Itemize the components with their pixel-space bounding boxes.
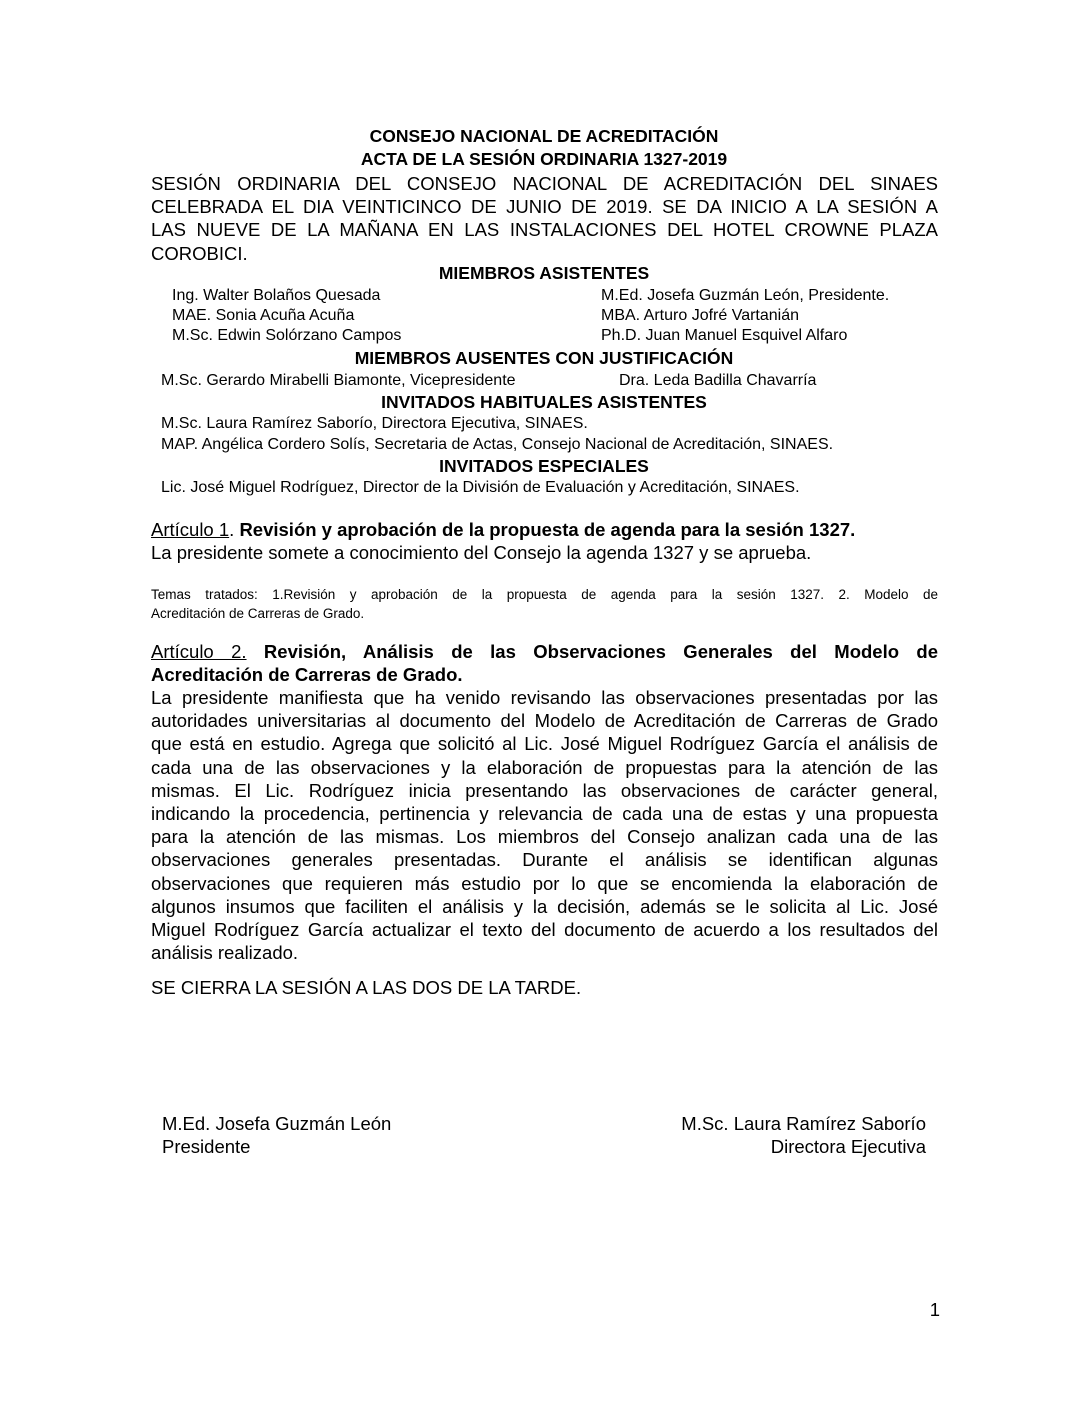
topics-paragraph xyxy=(151,585,938,623)
article-2-line: análisis realizado. xyxy=(151,942,299,964)
article-1-label: Artículo 1 xyxy=(151,519,230,540)
article-2-heading xyxy=(151,640,938,686)
document-title: CONSEJO NACIONAL DE ACREDITACIÓN xyxy=(369,126,719,146)
article-2-line: observaciones que requieren más estudio por lo que se encomienda la elaboración de xyxy=(151,872,938,894)
topics-line: Temas tratados: 1.Revisión y aprobación de la propuesta de agenda para la sesión 1327. 2. Modelo de xyxy=(151,587,938,602)
article-2-line: algunos insumos que faciliten el análisis y la decisión, además se le solicita al Lic. José xyxy=(151,895,938,917)
page-number: 1 xyxy=(929,1299,940,1320)
absent-member-name: M.Sc. Gerardo Mirabelli Biamonte, Vicepresidente xyxy=(161,372,516,389)
member-name: MBA. Arturo Jofré Vartanián xyxy=(601,307,800,324)
special-guests-heading: INVITADOS ESPECIALES xyxy=(439,456,649,476)
members-present-heading: MIEMBROS ASISTENTES xyxy=(438,263,650,283)
article-2-heading-line xyxy=(151,640,938,663)
document-subtitle: ACTA DE LA SESIÓN ORDINARIA 1327-2019 xyxy=(360,149,728,169)
article-2-line: que está en estudio. Agrega que solicitó al Lic. José Miguel Rodríguez García el análisis de xyxy=(151,733,938,755)
topics-line: Acreditación de Carreras de Grado. xyxy=(151,606,365,621)
article-2-line: observaciones generales presentadas. Durante el análisis se identifican algunas xyxy=(151,849,938,871)
member-name: M.Ed. Josefa Guzmán León, Presidente. xyxy=(601,287,890,304)
signature-left-role: Presidente xyxy=(162,1136,251,1157)
guest-name: MAP. Angélica Cordero Solís, Secretaria de Actas, Consejo Nacional de Acreditación, SINAES. xyxy=(161,436,834,453)
member-name: Ing. Walter Bolaños Quesada xyxy=(172,287,381,304)
absent-member-name: Dra. Leda Badilla Chavarría xyxy=(619,372,817,389)
article-2-line: cada una de las observaciones y la elaboración de propuestas para la atención de las xyxy=(151,756,938,778)
signature-left-name: M.Ed. Josefa Guzmán León xyxy=(162,1113,392,1134)
special-guest-name: Lic. José Miguel Rodríguez, Director de la División de Evaluación y Acreditación, SINAES. xyxy=(161,479,800,496)
signature-right-name: M.Sc. Laura Ramírez Saborío xyxy=(681,1113,926,1134)
article-2-line: La presidente manifiesta que ha venido revisando las observaciones presentadas por las xyxy=(151,687,938,708)
intro-paragraph xyxy=(151,172,938,265)
signature-right-role: Directora Ejecutiva xyxy=(770,1136,926,1157)
article-2-body xyxy=(151,686,938,964)
intro-line: COROBICI. xyxy=(151,242,248,264)
article-1-title: Revisión y aprobación de la propuesta de agenda para la sesión 1327. xyxy=(239,519,856,540)
article-2-line: Miguel Rodríguez García actualizar el texto del documento de acuerdo a los resultados del xyxy=(151,919,938,941)
regular-guests-heading: INVITADOS HABITUALES ASISTENTES xyxy=(381,392,707,412)
intro-line: LAS NUEVE DE LA MAÑANA EN LAS INSTALACIONES DEL HOTEL CROWNE PLAZA xyxy=(151,219,938,241)
article-1-separator: . xyxy=(229,519,240,540)
guest-name: M.Sc. Laura Ramírez Saborío, Directora Ejecutiva, SINAES. xyxy=(161,415,588,432)
members-absent-heading: MIEMBROS AUSENTES CON JUSTIFICACIÓN xyxy=(354,348,734,368)
intro-line: CELEBRADA EL DIA VEINTICINCO DE JUNIO DE 2019. SE DA INICIO A LA SESIÓN A xyxy=(151,196,938,218)
article-1-heading xyxy=(151,519,855,541)
article-2-title: Revisión, Análisis de las Observaciones Generales del Modelo de xyxy=(263,641,938,662)
member-name: MAE. Sonia Acuña Acuña xyxy=(172,307,355,324)
closing-statement: SE CIERRA LA SESIÓN A LAS DOS DE LA TARDE. xyxy=(151,977,582,998)
article-2-title-cont: Acreditación de Carreras de Grado. xyxy=(151,664,463,686)
article-2-line: indicando la procedencia, pertinencia y relevancia de cada una de estas y una propuesta xyxy=(151,803,938,825)
intro-line: SESIÓN ORDINARIA DEL CONSEJO NACIONAL DE ACREDITACIÓN DEL SINAES xyxy=(151,173,938,194)
article-2-label: Artículo 2. xyxy=(151,641,247,662)
article-2-line: autoridades universitarias al documento del Modelo de Acreditación de Carreras de Grado xyxy=(151,710,938,732)
member-name: Ph.D. Juan Manuel Esquivel Alfaro xyxy=(601,327,848,344)
member-name: M.Sc. Edwin Solórzano Campos xyxy=(172,327,402,344)
article-1-body: La presidente somete a conocimiento del Consejo la agenda 1327 y se aprueba. xyxy=(151,542,812,563)
article-2-line: mismas. El Lic. Rodríguez inicia presentando las observaciones de carácter general, xyxy=(151,779,938,801)
article-2-line: para la atención de las mismas. Los miembros del Consejo analizan cada una de las xyxy=(151,826,938,848)
